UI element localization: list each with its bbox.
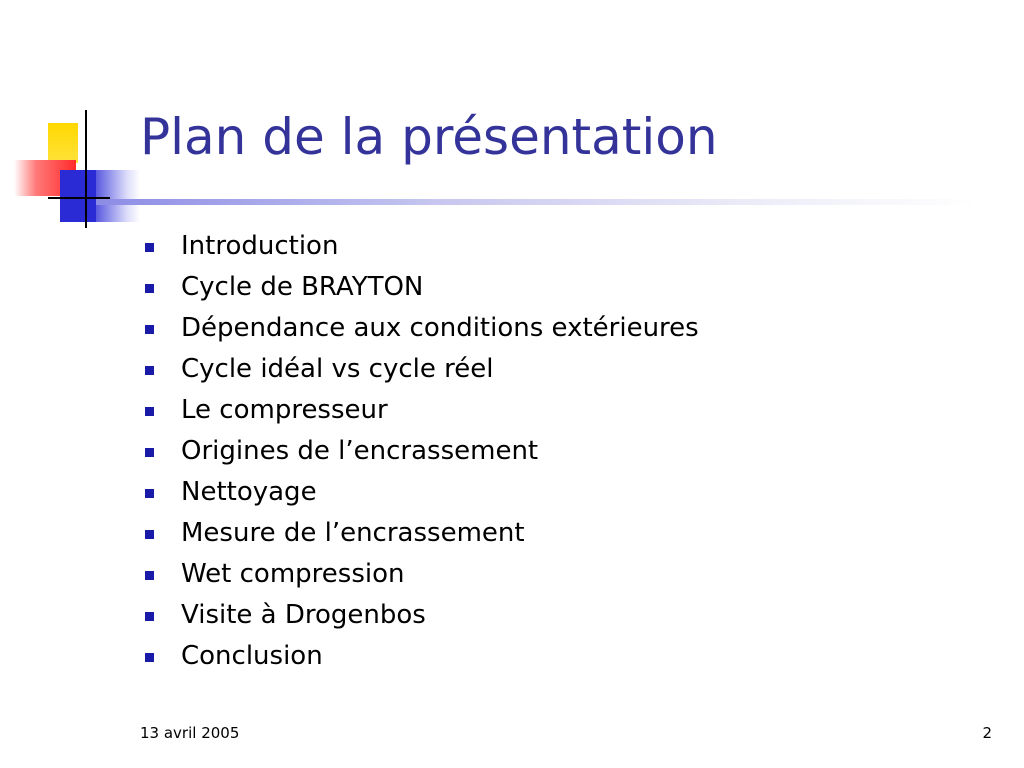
list-item xyxy=(140,473,699,514)
list-item-label: Visite à Drogenbos xyxy=(181,600,426,630)
title-underline xyxy=(96,199,976,205)
list-item-label: Nettoyage xyxy=(181,477,317,507)
list-item-label: Introduction xyxy=(181,231,339,261)
list-item-label: Le compresseur xyxy=(181,395,388,425)
list-item-label: Conclusion xyxy=(181,641,323,671)
list-item-label: Wet compression xyxy=(181,559,405,589)
square-bullet-icon xyxy=(145,489,154,498)
slide-title: Plan de la présentation xyxy=(140,108,718,166)
square-bullet-icon xyxy=(145,366,154,375)
square-bullet-icon xyxy=(145,243,154,252)
list-item xyxy=(140,309,699,350)
vertical-line-decoration xyxy=(85,110,87,228)
square-bullet-icon xyxy=(145,653,154,662)
list-item-label: Origines de l’encrassement xyxy=(181,436,539,466)
footer-date: 13 avril 2005 xyxy=(140,724,240,742)
list-item-label: Cycle idéal vs cycle réel xyxy=(181,354,494,384)
list-item-label: Dépendance aux conditions extérieures xyxy=(181,313,699,343)
square-bullet-icon xyxy=(145,571,154,580)
list-item xyxy=(140,391,699,432)
list-item xyxy=(140,637,699,678)
blue-fade-decoration xyxy=(96,170,140,222)
list-item xyxy=(140,555,699,596)
list-item xyxy=(140,432,699,473)
square-bullet-icon xyxy=(145,284,154,293)
list-item xyxy=(140,350,699,391)
square-bullet-icon xyxy=(145,530,154,539)
bullet-list xyxy=(140,227,699,678)
list-item xyxy=(140,227,699,268)
list-item xyxy=(140,596,699,637)
list-item xyxy=(140,514,699,555)
square-bullet-icon xyxy=(145,325,154,334)
list-item-label: Mesure de l’encrassement xyxy=(181,518,525,548)
square-bullet-icon xyxy=(145,448,154,457)
list-item xyxy=(140,268,699,309)
list-item-label: Cycle de BRAYTON xyxy=(181,272,424,302)
square-bullet-icon xyxy=(145,407,154,416)
square-bullet-icon xyxy=(145,612,154,621)
page-number: 2 xyxy=(982,724,992,742)
yellow-square-decoration xyxy=(48,123,78,163)
blue-square-decoration xyxy=(60,170,96,222)
